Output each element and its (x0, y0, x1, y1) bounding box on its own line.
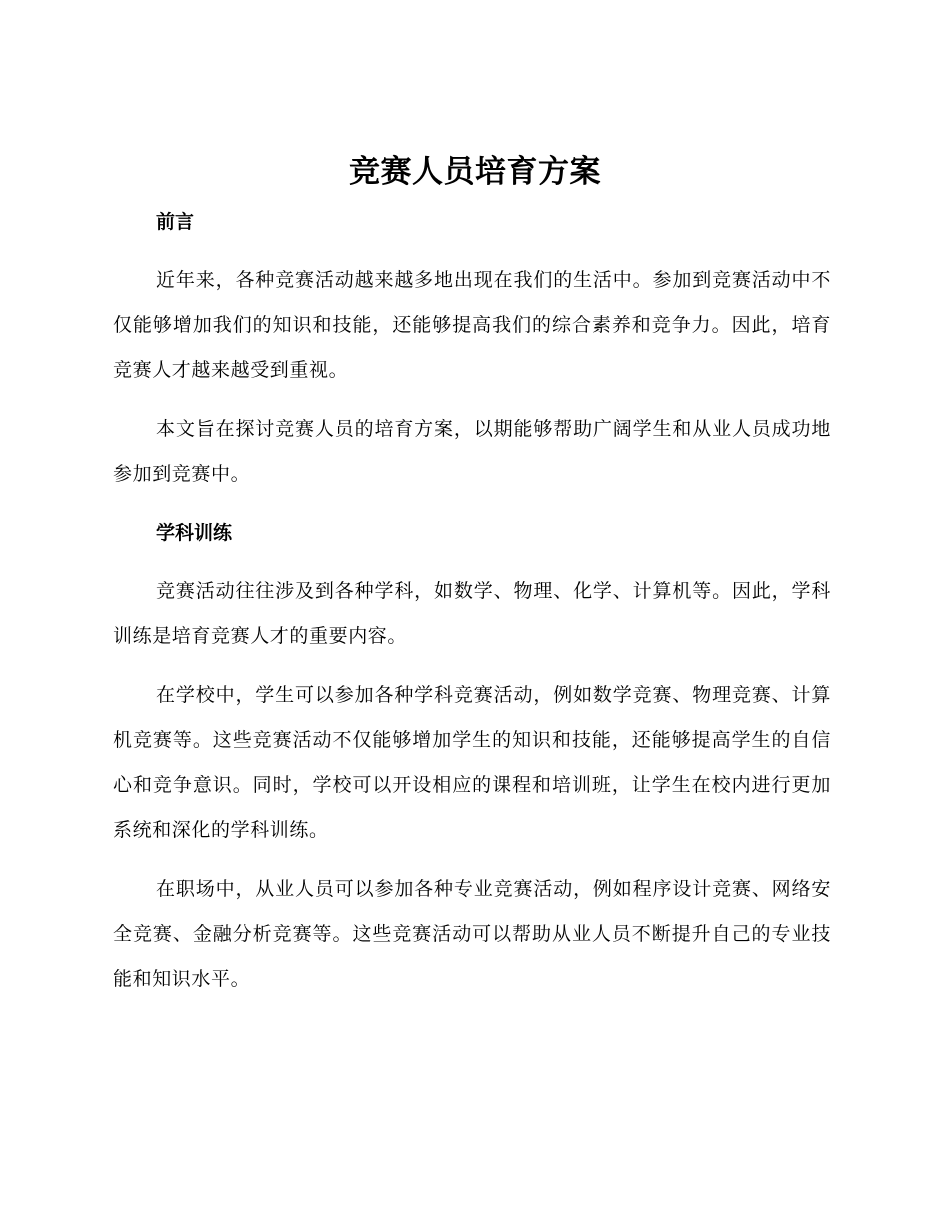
section-subject-training (113, 513, 831, 1002)
paragraph: 在学校中，学生可以参加各种学科竞赛活动，例如数学竞赛、物理竞赛、计算机竞赛等。这些竞赛活动不仅能够增加学生的知识和技能，还能够提高学生的自信心和竞争意识。同时，学校可以开设相应的课程和培训班，让学生在校内进行更加系统和深化的学科训练。 (113, 684, 831, 841)
section-heading: 前言 (156, 211, 195, 233)
paragraph: 竞赛活动往往涉及到各种学科，如数学、物理、化学、计算机等。因此，学科训练是培育竞赛人才的重要内容。 (113, 580, 831, 647)
section-heading: 学科训练 (156, 522, 233, 544)
paragraph: 在职场中，从业人员可以参加各种专业竞赛活动，例如程序设计竞赛、网络安全竞赛、金融分析竞赛等。这些竞赛活动可以帮助从业人员不断提升自己的专业技能和知识水平。 (113, 878, 831, 990)
document-body (113, 202, 831, 1002)
paragraph: 本文旨在探讨竞赛人员的培育方案，以期能够帮助广阔学生和从业人员成功地参加到竞赛中。 (113, 418, 831, 485)
document-title: 竞赛人员培育方案 (349, 154, 601, 190)
paragraph: 近年来，各种竞赛活动越来越多地出现在我们的生活中。参加到竞赛活动中不仅能够增加我们的知识和技能，还能够提高我们的综合素养和竞争力。因此，培育竞赛人才越来越受到重视。 (113, 269, 831, 381)
section-preface (113, 202, 831, 497)
